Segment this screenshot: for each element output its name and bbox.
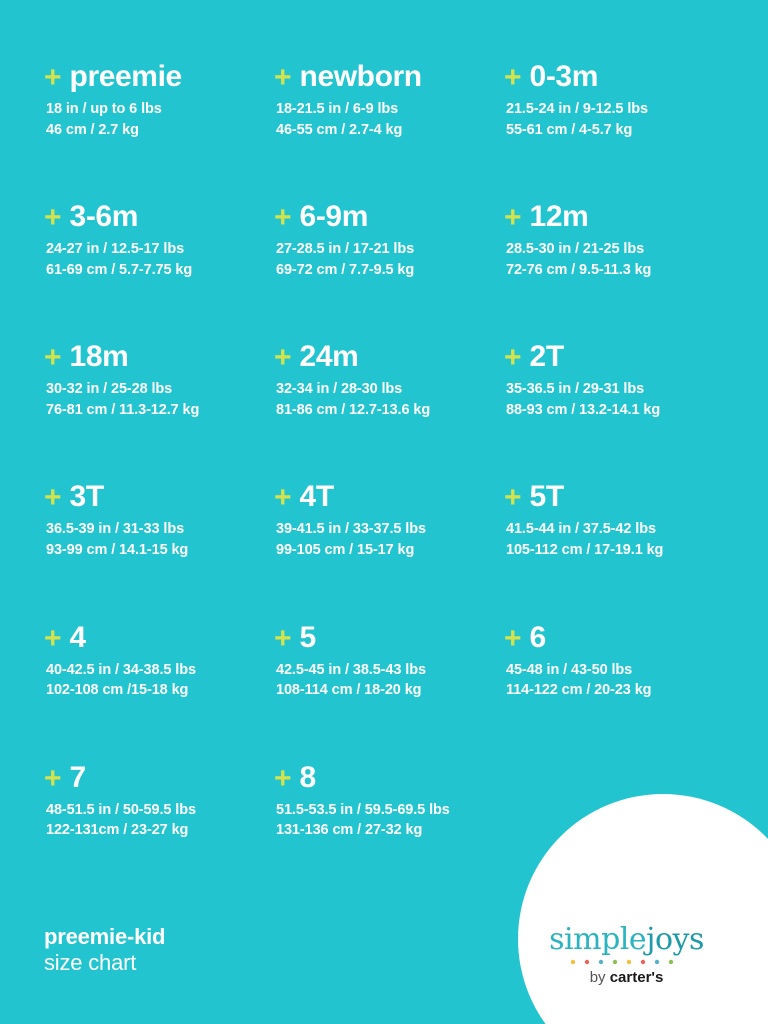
size-imperial: 36.5-39 in / 31-33 lbs [46, 521, 185, 538]
size-heading [44, 340, 274, 375]
size-label: 18m [69, 340, 129, 374]
plus-icon: + [274, 761, 292, 795]
plus-icon: + [504, 621, 522, 655]
size-label: 2T [529, 340, 564, 374]
size-detail [504, 239, 734, 280]
size-cell-8 [274, 760, 504, 841]
size-detail [274, 379, 504, 420]
size-label: 7 [69, 760, 86, 794]
size-cell-6-9m [274, 202, 504, 342]
size-heading [504, 480, 734, 515]
size-metric: 88-93 cm / 13.2-14.1 kg [506, 401, 661, 418]
size-metric: 99-105 cm / 15-17 kg [276, 542, 415, 559]
size-detail [504, 519, 734, 560]
size-cell-6 [504, 620, 734, 763]
size-label: 4T [299, 480, 334, 514]
size-detail [44, 519, 274, 560]
size-detail [274, 519, 504, 560]
plus-icon: + [44, 481, 62, 515]
plus-icon: + [504, 481, 522, 515]
plus-icon: + [44, 201, 62, 235]
size-cell-3-6m [44, 202, 274, 342]
size-imperial: 18-21.5 in / 6-9 lbs [276, 101, 399, 117]
plus-icon: + [44, 341, 62, 375]
size-heading [274, 200, 504, 235]
size-heading [274, 340, 504, 375]
size-imperial: 18 in / up to 6 lbs [46, 101, 162, 117]
size-imperial: 24-27 in / 12.5-17 lbs [46, 241, 185, 258]
size-imperial: 51.5-53.5 in / 59.5-69.5 lbs [276, 801, 450, 818]
size-cell-4t [274, 482, 504, 622]
size-heading [274, 62, 504, 92]
size-detail [274, 99, 504, 140]
size-cell-18m [44, 342, 274, 482]
size-metric: 61-69 cm / 5.7-7.75 kg [46, 261, 193, 278]
size-detail [274, 800, 504, 841]
size-label: preemie [69, 60, 182, 93]
chart-title [44, 924, 165, 976]
size-cell-2t [504, 342, 734, 482]
size-label: newborn [299, 60, 422, 93]
size-row [44, 620, 734, 763]
size-label: 6 [529, 620, 546, 654]
size-imperial: 48-51.5 in / 50-59.5 lbs [46, 801, 196, 818]
size-label: 3-6m [69, 200, 138, 234]
size-cell-24m [274, 342, 504, 482]
size-heading [44, 620, 274, 655]
brand-logo-sub [519, 969, 734, 986]
size-detail [504, 379, 734, 420]
size-row [44, 62, 734, 202]
plus-icon: + [274, 61, 292, 94]
plus-icon: + [44, 61, 62, 94]
size-metric: 93-99 cm / 14.1-15 kg [46, 542, 189, 559]
size-cell-0-3m [504, 62, 734, 202]
size-detail [504, 660, 734, 701]
size-metric: 105-112 cm / 17-19.1 kg [506, 542, 664, 559]
size-metric: 55-61 cm / 4-5.7 kg [506, 121, 633, 138]
dot-row-icon [567, 959, 687, 965]
size-label: 3T [69, 480, 104, 514]
size-heading [44, 760, 274, 795]
size-imperial: 45-48 in / 43-50 lbs [506, 661, 633, 678]
brand-logo [519, 922, 734, 986]
size-metric: 69-72 cm / 7.7-9.5 kg [276, 261, 415, 278]
size-label: 5T [529, 480, 564, 514]
size-imperial: 30-32 in / 25-28 lbs [46, 381, 173, 398]
size-cell-preemie [44, 62, 274, 202]
size-heading [504, 340, 734, 375]
size-metric: 46 cm / 2.7 kg [46, 121, 139, 138]
size-metric: 76-81 cm / 11.3-12.7 kg [46, 401, 200, 418]
size-metric: 72-76 cm / 9.5-11.3 kg [506, 261, 652, 278]
size-heading [274, 760, 504, 795]
plus-icon: + [44, 761, 62, 795]
size-label: 5 [299, 620, 316, 654]
size-metric: 122-131cm / 23-27 kg [46, 822, 189, 839]
size-imperial: 42.5-45 in / 38.5-43 lbs [276, 661, 426, 678]
size-cell-5t [504, 482, 734, 622]
size-metric: 108-114 cm / 18-20 kg [276, 682, 422, 699]
size-imperial: 35-36.5 in / 29-31 lbs [506, 381, 645, 398]
size-detail [44, 379, 274, 420]
plus-icon: + [504, 61, 522, 94]
size-detail [274, 239, 504, 280]
brand-carters-text: carter's [609, 969, 664, 986]
size-heading [274, 480, 504, 515]
size-imperial: 41.5-44 in / 37.5-42 lbs [506, 521, 656, 538]
size-label: 24m [299, 340, 359, 374]
size-label: 12m [529, 200, 589, 234]
size-metric: 131-136 cm / 27-32 kg [276, 822, 423, 839]
brand-logo-name [519, 922, 734, 957]
size-heading [504, 200, 734, 235]
size-label: 0-3m [529, 60, 598, 93]
size-grid [44, 62, 734, 841]
plus-icon: + [274, 621, 292, 655]
size-imperial: 32-34 in / 28-30 lbs [276, 381, 403, 398]
size-heading [274, 620, 504, 655]
size-metric: 81-86 cm / 12.7-13.6 kg [276, 401, 431, 418]
chart-title-line2: size chart [44, 950, 137, 976]
chart-title-line1: preemie-kid [44, 924, 166, 950]
size-detail [44, 99, 274, 140]
plus-icon: + [504, 201, 522, 235]
size-label: 6-9m [299, 200, 368, 234]
size-metric: 102-108 cm /15-18 kg [46, 682, 189, 699]
size-metric: 114-122 cm / 20-23 kg [506, 682, 652, 699]
size-detail [274, 660, 504, 701]
size-cell-3t [44, 482, 274, 622]
plus-icon: + [44, 621, 62, 655]
size-row [44, 482, 734, 622]
size-cell-4 [44, 620, 274, 763]
size-row [44, 342, 734, 482]
size-heading [44, 200, 274, 235]
size-heading [504, 620, 734, 655]
brand-by-text: by [589, 969, 610, 986]
size-heading [44, 480, 274, 515]
plus-icon: + [274, 481, 292, 515]
size-cell-7 [44, 760, 274, 841]
size-detail [44, 800, 274, 841]
size-cell-newborn [274, 62, 504, 202]
size-cell-5 [274, 620, 504, 763]
size-label: 4 [69, 620, 86, 654]
size-imperial: 39-41.5 in / 33-37.5 lbs [276, 521, 426, 538]
size-metric: 46-55 cm / 2.7-4 kg [276, 121, 403, 138]
size-detail [44, 239, 274, 280]
size-imperial: 21.5-24 in / 9-12.5 lbs [506, 101, 648, 117]
size-row [44, 202, 734, 342]
size-cell-12m [504, 202, 734, 342]
plus-icon: + [274, 201, 292, 235]
size-heading [44, 62, 274, 92]
size-label: 8 [299, 760, 316, 794]
size-imperial: 40-42.5 in / 34-38.5 lbs [46, 661, 196, 678]
size-detail [504, 99, 734, 140]
size-detail [44, 660, 274, 701]
size-imperial: 27-28.5 in / 17-21 lbs [276, 241, 415, 258]
plus-icon: + [274, 341, 292, 375]
size-heading [504, 62, 734, 92]
brand-word-simple: simple [549, 922, 647, 957]
size-imperial: 28.5-30 in / 21-25 lbs [506, 241, 645, 258]
plus-icon: + [504, 341, 522, 375]
brand-word-joys: joys [646, 922, 704, 957]
